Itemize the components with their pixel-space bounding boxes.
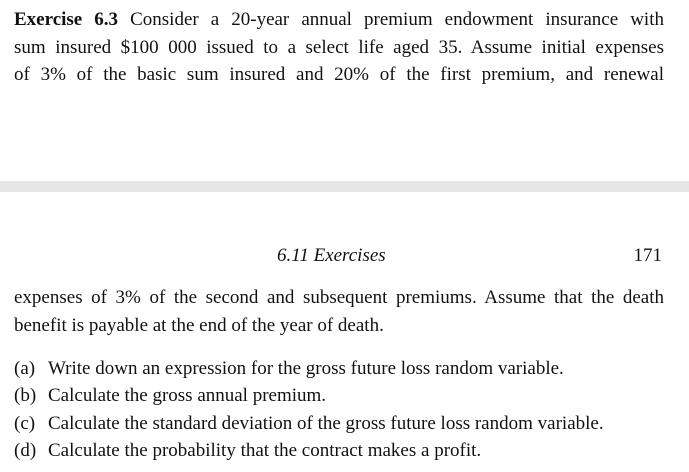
paragraph-line: sum insured $100 000 issued to a select life aged 35. Assume initial expenses xyxy=(14,36,664,58)
paragraph-line: of 3% of the basic sum insured and 20% of the first premium, and renewal xyxy=(14,64,664,85)
page-number: 171 xyxy=(633,245,662,266)
paragraph-text: Consider a 20-year annual premium endowment insurance with xyxy=(118,9,664,30)
exercise-part xyxy=(14,410,674,437)
exercise-part xyxy=(14,355,674,382)
part-text: Calculate the probability that the contract makes a profit. xyxy=(48,439,482,461)
part-text: Write down an expression for the gross future loss random variable. xyxy=(48,358,564,379)
exercise-part xyxy=(14,437,674,464)
part-label: (d) xyxy=(14,439,37,461)
running-title: 6.11 Exercises xyxy=(277,245,386,266)
exercise-part xyxy=(14,382,674,409)
page-divider xyxy=(0,181,689,192)
exercise-paragraph-start xyxy=(14,6,664,89)
part-label: (b) xyxy=(14,385,37,407)
part-label: (c) xyxy=(14,412,36,434)
part-text: Calculate the gross annual premium. xyxy=(48,385,327,407)
exercise-label: Exercise 6.3 xyxy=(14,9,119,30)
paragraph-line xyxy=(14,6,664,34)
part-label: (a) xyxy=(14,358,36,379)
exercise-paragraph-continued xyxy=(14,284,664,339)
exercise-parts-list xyxy=(14,355,674,464)
paragraph-line: expenses of 3% of the second and subsequent premiums. Assume that the death xyxy=(14,287,664,308)
part-text: Calculate the standard deviation of the gross future loss random variable. xyxy=(48,412,604,434)
paragraph-line: benefit is payable at the end of the year of death. xyxy=(14,314,384,336)
